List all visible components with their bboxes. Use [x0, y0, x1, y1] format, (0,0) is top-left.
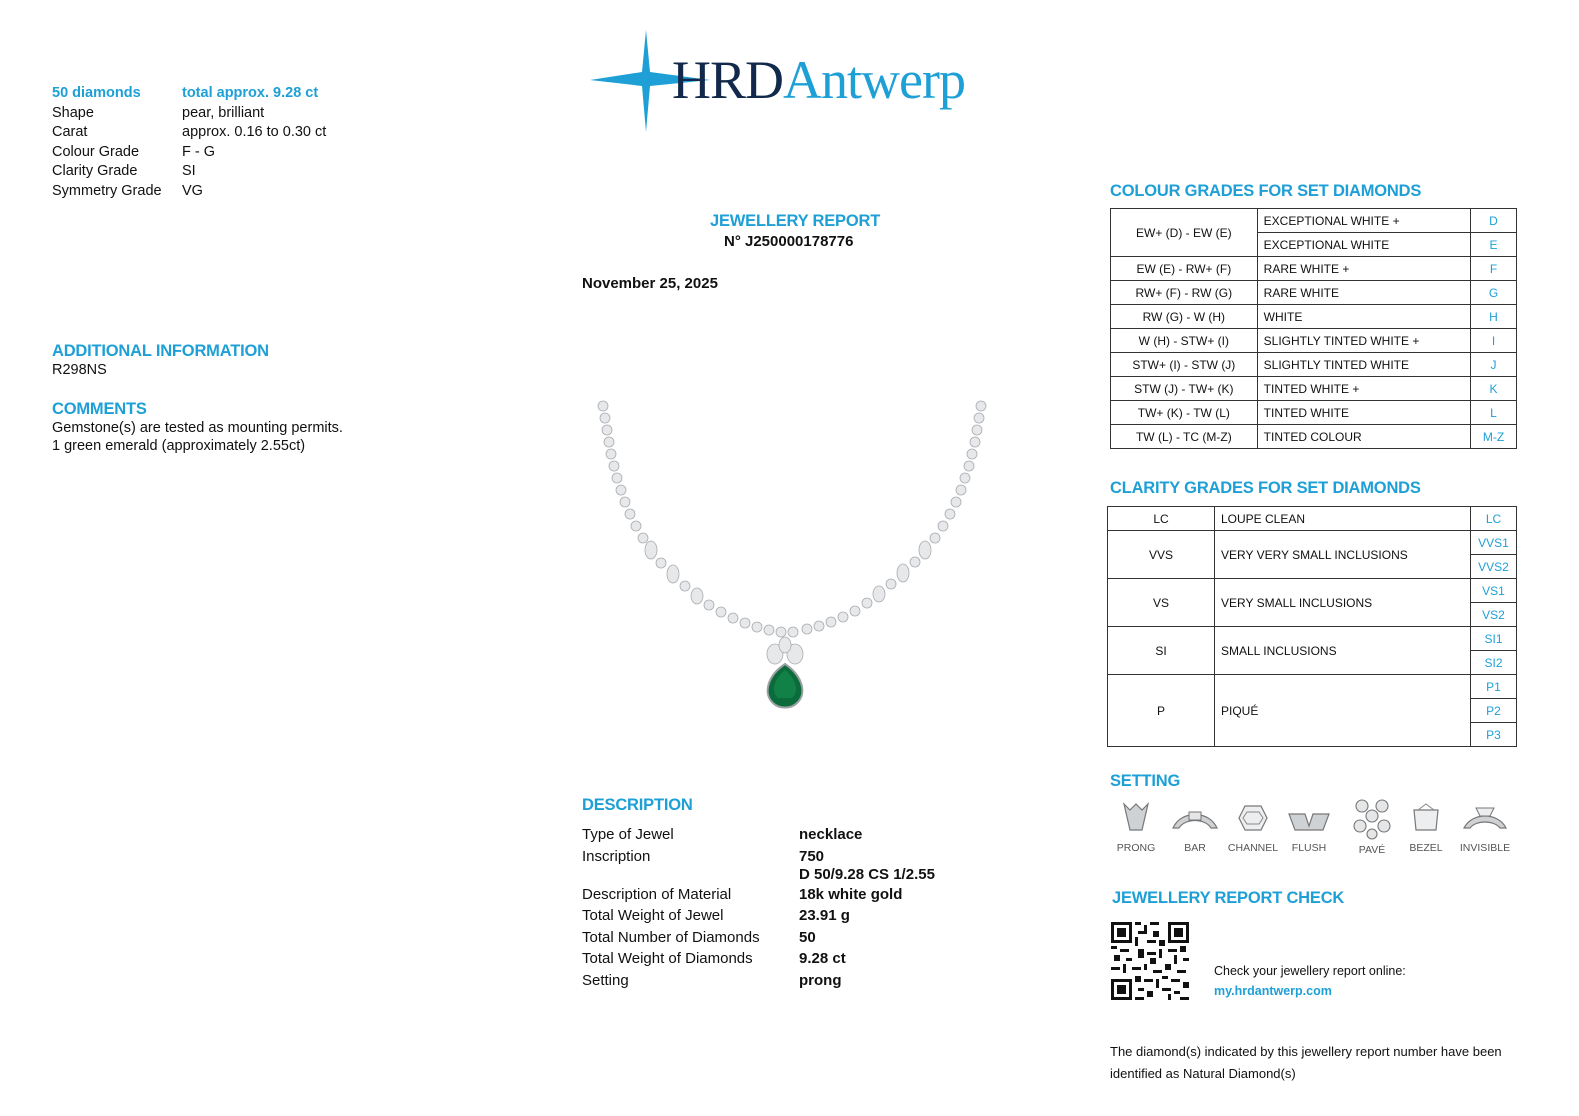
comments-text: Gemstone(s) are tested as mounting permits. 1 green emerald (approximately 2.55ct): [52, 420, 343, 454]
colour-grades-title: COLOUR GRADES FOR SET DIAMONDS: [1110, 182, 1422, 200]
summary-row: Symmetry Grade VG: [52, 182, 203, 199]
channel-icon: [1233, 800, 1273, 838]
hrd-logo: [590, 28, 1010, 138]
logo-wordmark-hrd: HRD: [672, 50, 784, 110]
report-check-title: JEWELLERY REPORT CHECK: [1112, 889, 1345, 907]
setting-pave: PAVÉ: [1342, 796, 1402, 856]
logo-wordmark-antwerp: Antwerp: [783, 50, 965, 110]
summary-row: Carat approx. 0.16 to 0.30 ct: [52, 124, 327, 140]
description-row: Description of Material 18k white gold: [582, 885, 903, 903]
description-row: Total Number of Diamonds 50: [582, 928, 816, 946]
report-number: N° J250000178776: [724, 233, 854, 250]
description-row: Type of Jewel necklace: [582, 826, 863, 843]
setting-title: SETTING: [1110, 772, 1181, 790]
setting-bar: BAR: [1165, 800, 1225, 854]
description-row: Inscription 750: [582, 847, 825, 865]
report-title: JEWELLERY REPORT: [710, 212, 881, 230]
prong-icon: [1116, 800, 1156, 838]
setting-bezel: BEZEL: [1396, 800, 1456, 854]
bezel-icon: [1406, 800, 1446, 838]
setting-prong: PRONG: [1106, 800, 1166, 854]
setting-channel: CHANNEL: [1223, 800, 1283, 854]
description-title: DESCRIPTION: [582, 796, 693, 814]
report-check-link[interactable]: my.hrdantwerp.com: [1214, 984, 1332, 998]
necklace-photo: [585, 398, 1005, 718]
natural-diamond-note: The diamond(s) indicated by this jewellery report number have been identified as Natural Diamond(s): [1110, 1044, 1502, 1081]
flush-icon: [1285, 800, 1333, 838]
report-check-text: Check your jewellery report online:: [1214, 964, 1406, 978]
invisible-icon: [1460, 800, 1510, 838]
additional-info-title: ADDITIONAL INFORMATION: [52, 342, 269, 360]
summary-row: Clarity Grade SI: [52, 163, 196, 179]
summary-count: 50 diamonds: [52, 85, 141, 101]
bar-icon: [1171, 800, 1219, 838]
setting-invisible: INVISIBLE: [1455, 800, 1515, 854]
qr-code-icon: [1111, 922, 1189, 1000]
setting-flush: FLUSH: [1279, 800, 1339, 854]
summary-total: total approx. 9.28 ct: [182, 85, 319, 101]
qr-code[interactable]: [1111, 922, 1189, 1000]
description-row: D 50/9.28 CS 1/2.55: [799, 865, 935, 883]
description-row: Total Weight of Jewel 23.91 g: [582, 907, 850, 924]
description-list: [582, 824, 1042, 991]
report-date: November 25, 2025: [582, 275, 718, 292]
pave-icon: [1350, 796, 1394, 840]
colour-grades-table: EW+ (D) - EW (E) EXCEPTIONAL WHITE + D EXCEPTIONAL WHITE E EW (E) - RW+ (F) RARE WHITE + F RW+ (F) - RW (G) RARE WHITE G RW (G) - W (H) WHITE H W (H) - STW+ (I) SLIGHTLY TINTED WHITE + I STW+ (I) - STW (J) SLIGHTLY TINTED WHITE J STW (J) - TW+ (K) TINTED WHITE + K TW+ (K) - TW (L) TINTED WHITE L TW (L) - TC (M-Z) TINTED COLOUR M-Z: [1110, 208, 1517, 449]
summary-row: Shape pear, brilliant: [52, 104, 265, 121]
diamond-summary: [52, 84, 412, 201]
clarity-grades-title: CLARITY GRADES FOR SET DIAMONDS: [1110, 479, 1421, 497]
summary-row: Colour Grade F - G: [52, 143, 216, 160]
additional-info-text: R298NS: [52, 362, 107, 378]
description-row: Setting prong: [582, 971, 842, 989]
comments-title: COMMENTS: [52, 400, 147, 418]
description-row: Total Weight of Diamonds 9.28 ct: [582, 950, 846, 967]
clarity-grades-table: LC LOUPE CLEAN LC VVS VERY VERY SMALL INCLUSIONS VVS1 VVS2 VS VERY SMALL INCLUSIONS VS1 VS2 SI SMALL INCLUSIONS SI1 SI2 P PIQUÉ P1 P2 P3: [1107, 506, 1517, 747]
